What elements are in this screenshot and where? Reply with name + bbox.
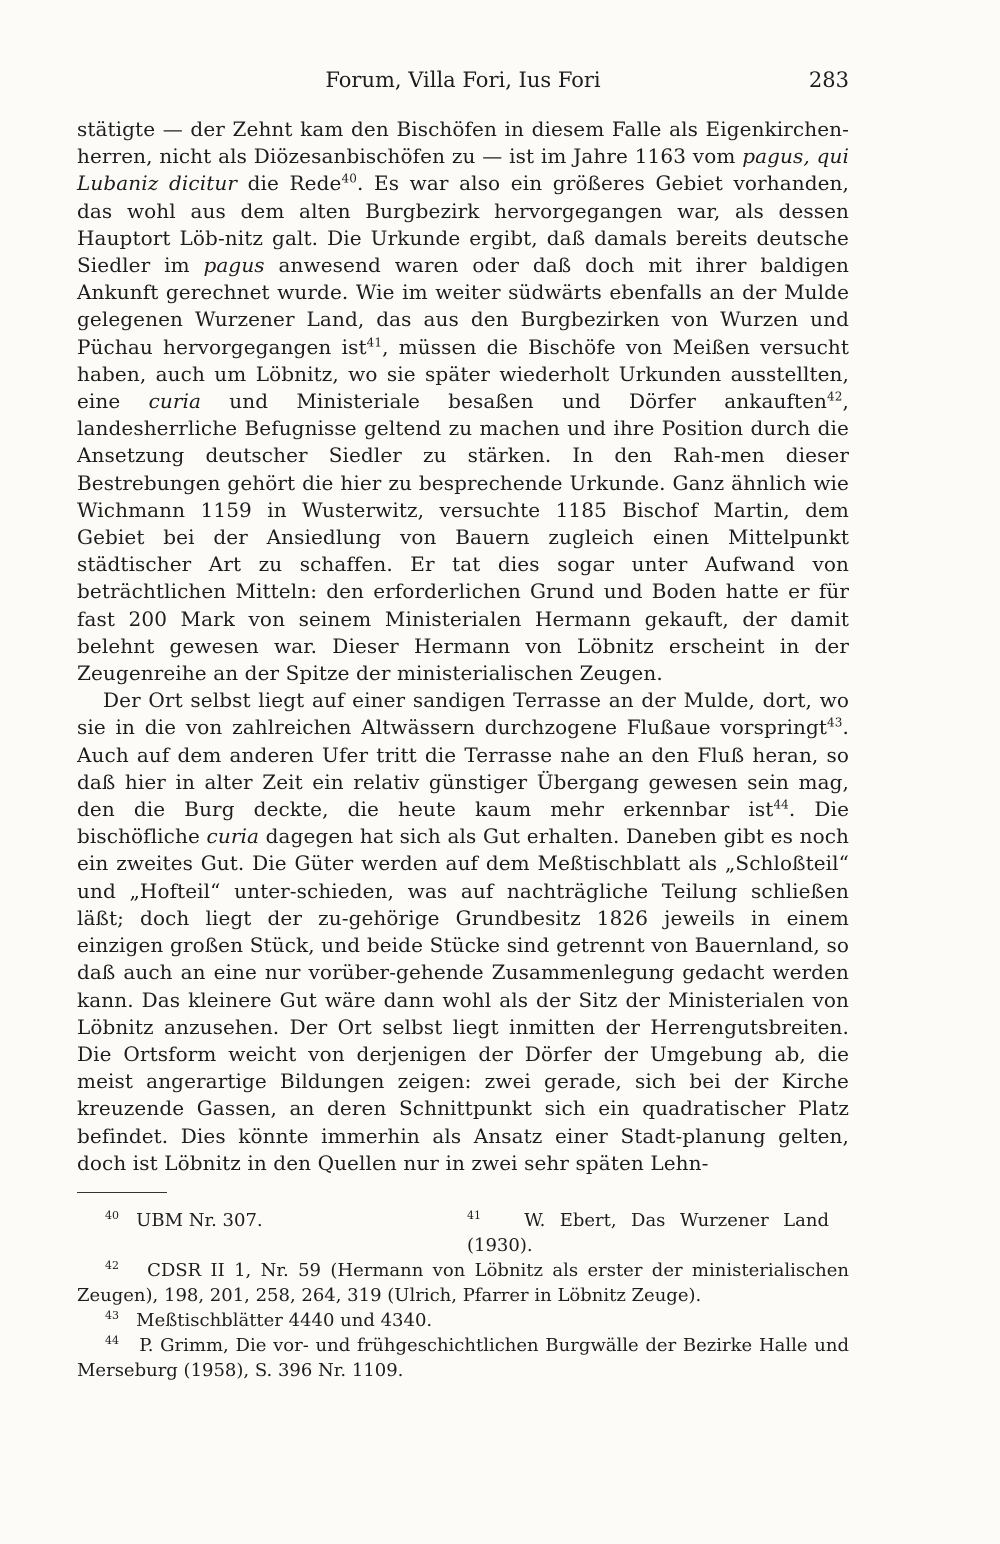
text-run: und Ministeriale besaßen und Dörfer ankauften (201, 389, 828, 414)
text-run: . Es war also ein größeres Gebiet vorhanden, das wohl aus dem alten Burgbezirk hervorgegangen war, als dessen Hauptort Löb-nitz galt. Die Urkunde ergibt, daß damals bereits deutsche Siedler im (77, 171, 849, 278)
text-run: die Rede (236, 171, 342, 196)
paragraph-2 (77, 687, 849, 1177)
footnote-number: 44 (105, 1334, 119, 1347)
text-run: Der Ort selbst liegt auf einer sandigen Terrasse an der Mulde, dort, wo sie in die von zahlreichen Altwässern durchzogene Flußaue vorspringt (77, 688, 849, 740)
text-run: , müssen die Bischöfe von Meißen versucht haben, auch um Löbnitz, wo sie später wiederholt Urkunden ausstellten, eine (77, 334, 849, 414)
footnote-40 (105, 1208, 467, 1258)
footnote-text: Meßtischblätter 4440 und 4340. (136, 1310, 433, 1331)
running-header (77, 64, 849, 96)
italic-phrase: pagus (203, 253, 265, 278)
text-run: , landesherrliche Befugnisse geltend zu machen und ihre Position durch die Ansetzung deutscher Siedler zu stärken. In den Rah-men dieser Bestrebungen gehört die hier zu besprechende Urkunde. Ganz ähnlich wie Wichmann 1159 in Wusterwitz, versuchte 1185 Bischof Martin, dem Gebiet bei der Ansiedlung von Bauern zugleich einen Mittelpunkt städtischer Art zu schaffen. Er tat dies sogar unter Aufwand von beträchtlichen Mitteln: den erforderlichen Grund und Boden hatte er für fast 200 Mark von seinem Ministerialen Hermann gekauft, der damit belehnt gewesen war. Dieser Hermann von Löbnitz erscheint in der Zeugenreihe an der Spitze der ministerialischen Zeugen. (77, 389, 849, 686)
footnote-ref: 44 (773, 797, 789, 812)
footnote-number: 41 (467, 1209, 481, 1222)
footnote-43 (77, 1308, 849, 1333)
footnote-ref: 40 (341, 171, 357, 186)
text-run: . Die bischöfliche (77, 797, 850, 849)
body-text (77, 116, 849, 1177)
footnote-text: UBM Nr. 307. (136, 1210, 263, 1231)
text-run: anwesend waren oder daß doch mit ihrer baldigen Ankunft gerechnet wurde. Wie im weiter südwärts ebenfalls an der Mulde gelegenen Wurzener Land, das aus den Burgbezirken von Wurzen und Püchau hervorgegangen ist (77, 253, 849, 359)
running-title: Forum, Villa Fori, Ius Fori (325, 68, 601, 92)
page-number: 283 (808, 68, 849, 92)
footnote-number: 40 (105, 1209, 119, 1222)
footnotes (77, 1208, 849, 1383)
footnote-ref: 41 (366, 334, 383, 349)
text-run: . Auch auf dem anderen Ufer tritt die Terrasse nahe an den Fluß heran, so daß hier in alter Zeit ein relativ günstiger Übergang gewesen sein mag, den die Burg deckte, die heute kaum mehr erkennbar ist (77, 715, 849, 822)
footnote-text: CDSR II 1, Nr. 59 (Hermann von Löbnitz als erster der ministerialischen Zeugen), 198, 201, 258, 264, 319 (Ulrich, Pfarrer in Löbnitz Zeuge). (77, 1260, 849, 1306)
footnote-rule (77, 1192, 167, 1193)
footnote-44 (77, 1333, 849, 1383)
footnote-ref: 42 (827, 389, 843, 404)
italic-phrase: curia (206, 824, 260, 849)
footnote-text: W. Ebert, Das Wurzener Land (1930). (467, 1210, 829, 1256)
footnote-text: P. Grimm, Die vor- und frühgeschichtlichen Burgwälle der Bezirke Halle und Merseburg (1958), S. 396 Nr. 1109. (77, 1335, 849, 1381)
paragraph-1 (77, 116, 849, 687)
footnote-row-40-41 (77, 1208, 849, 1258)
footnote-number: 42 (105, 1259, 119, 1272)
footnote-41 (467, 1208, 829, 1258)
footnote-ref: 43 (827, 715, 843, 730)
italic-phrase: curia (148, 389, 202, 414)
italic-phrase: pagus, qui Lubaniz dicitur (77, 144, 849, 196)
text-run: stätigte — der Zehnt kam den Bischöfen in diesem Falle als Eigenkirchen-herren, nicht als Diözesanbischöfen zu — ist im Jahre 1163 vom (77, 117, 849, 169)
footnote-number: 43 (105, 1309, 119, 1322)
text-run: dagegen hat sich als Gut erhalten. Daneben gibt es noch ein zweites Gut. Die Güter werden auf dem Meßtischblatt als „Schloßteil“ und „Hofteil“ unter-schieden, was auf nachträgliche Teilung schließen läßt; doch liegt der zu-gehörige Grundbesitz 1826 jeweils in einem einzigen großen Stück, und beide Stücke sind getrennt von Bauernland, so daß auch an eine nur vorüber-gehende Zusammenlegung gedacht werden kann. Das kleinere Gut wäre dann wohl als der Sitz der Ministerialen von Löbnitz anzusehen. Der Ort selbst liegt inmitten der Herrengutsbreiten. Die Ortsform weicht von derjenigen der Dörfer der Umgebung ab, die meist angerartige Bildungen zeigen: zwei gerade, sich bei der Kirche kreuzende Gassen, an deren Schnittpunkt sich ein quadratischer Platz befindet. Dies könnte immerhin als Ansatz einer Stadt-planung gelten, doch ist Löbnitz in den Quellen nur in zwei sehr späten Lehn- (77, 824, 850, 1175)
footnote-42 (77, 1258, 849, 1308)
